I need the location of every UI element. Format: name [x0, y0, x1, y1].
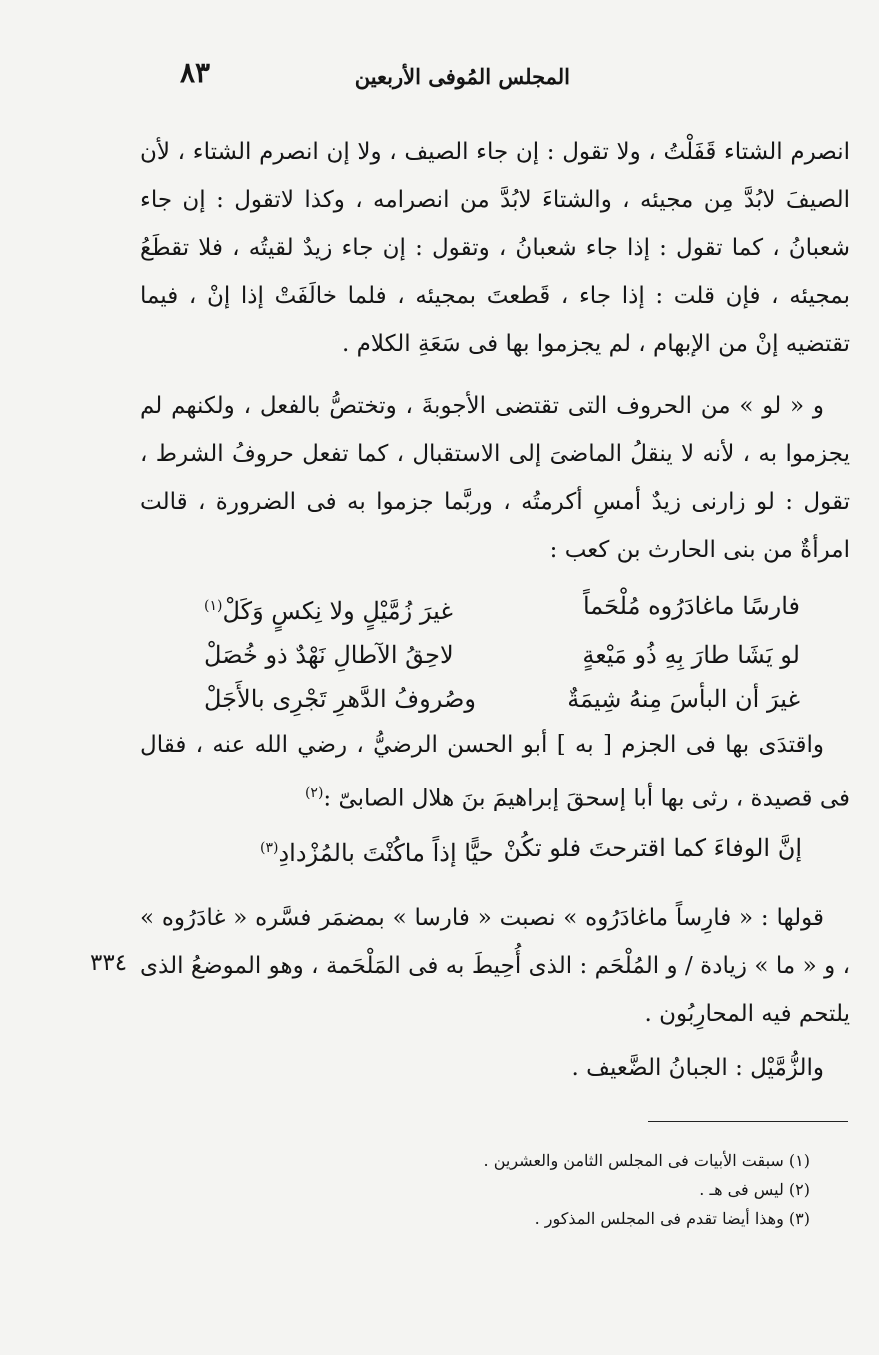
poem-verse [140, 677, 850, 721]
poem-verse [140, 584, 850, 633]
margin-page-reference: ٣٣٤ [90, 950, 128, 976]
main-text [140, 128, 850, 1092]
paragraph-5: والزُّمَّيْل : الجبانُ الضَّعيف . [571, 1054, 824, 1081]
paragraph-4: قولها : « فارِساً ماغادَرُوه » نصبت « فارسا » بمضمَر فسَّره « غادَرُوه » ، و « ما » زيادة / و المُلْحَم : الذى أُحِيطَ به فى المَلْحَمة ، وهو الموضعُ الذى يلتحم فيه المحارِبُون . [140, 904, 850, 1027]
footnotes [300, 1146, 810, 1233]
footnote-divider [648, 1121, 848, 1122]
footnote: (٣) وهذا أيضا تقدم فى المجلس المذكور . [534, 1209, 810, 1228]
verse-second-hemistich [204, 677, 476, 721]
verse-second-text: وصُروفُ الدَّهرِ تَجْرِى بالأَجَلْ [204, 685, 476, 713]
footnote-marker: (٣) [260, 839, 279, 856]
verse-second-text: لاحِقُ الآطالِ نَهْدٌ ذو خُصَلْ [204, 641, 454, 669]
poem-verse-single [140, 823, 850, 878]
verse-first-hemistich: لو يَشَا طارَ بِهِ ذُو مَيْعةٍ [582, 641, 800, 669]
paragraph-1: انصرم الشتاء قَفَلْتُ ، ولا تقول : إن جاء الصيف ، ولا إن انصرم الشتاء ، لأن الصيفَ لابُدَّ مِن مجيئه ، والشتاءَ لابُدَّ من انصرامه ، وكذا لاتقول : إن جاء شعبانُ ، كما تقول : إذا جاء شعبانُ ، وتقول : إن جاء زيدٌ لقيتُه ، فلا تقطَعُ بمجيئه ، فإن قلت : إذا جاء ، قَطعتَ بمجيئه ، فلما خالَفَتْ إذا إنْ ، فيما تقتضيه إنْ من الإبهام ، لم يجزموا بها فى سَعَةِ الكلام . [140, 139, 850, 357]
poem-stanza [140, 584, 850, 721]
verse-first-hemistich: إنَّ الوفاءَ كما اقترحتَ فلو تكُنْ [503, 833, 802, 862]
page-header [180, 56, 600, 96]
footnote: (١) سبقت الأبيات فى المجلس الثامن والعشرين . [483, 1151, 810, 1170]
verse-second-text: غيرَ زُمَّيْلٍ ولا نِكسٍ وَكَلْ [222, 597, 453, 625]
verse-second-hemistich [204, 633, 454, 677]
verse-second-text: حيًّا إذاً ماكُنْتَ بالمُزْدادِ [278, 838, 494, 867]
verse-first-hemistich: غيرَ أن البأسَ مِنهُ شِيمَةٌ [567, 685, 800, 713]
paragraph-3 [140, 721, 850, 823]
verse-second-hemistich [204, 584, 453, 633]
running-title: المجلس المُوفى الأربعين [354, 64, 570, 89]
verse-second-hemistich [260, 823, 494, 878]
footnote-marker: (٢) [304, 785, 324, 801]
verse-first-hemistich: فارسًا ماغادَرُوه مُلْحَماً [582, 592, 800, 620]
footnote: (٢) ليس فى هـ . [699, 1180, 810, 1199]
page-number: ٨٣ [180, 56, 211, 89]
poem-verse [140, 633, 850, 677]
paragraph-2: و « لو » من الحروف التى تقتضى الأجوبةَ ، وتختصُّ بالفعل ، ولكنهم لم يجزموا به ، لأنه لا ينقلُ الماضىَ إلى الاستقبال ، كما تفعل حروفُ الشرط ، تقول : لو زارنى زيدٌ أمسِ أكرمتُه ، وربَّما جزموا به فى الضرورة ، قالت امرأةٌ من بنى الحارث بن كعب : [140, 393, 850, 563]
paragraph-3-text: واقتدَى بها فى الجزم [ به ] أبو الحسن الرضيُّ ، رضي الله عنه ، فقال فى قصيدة ، رثى بها أبا إسحقَ إبراهيمَ بنَ هلال الصابىّ : [140, 732, 850, 812]
footnote-marker: (١) [204, 598, 223, 614]
